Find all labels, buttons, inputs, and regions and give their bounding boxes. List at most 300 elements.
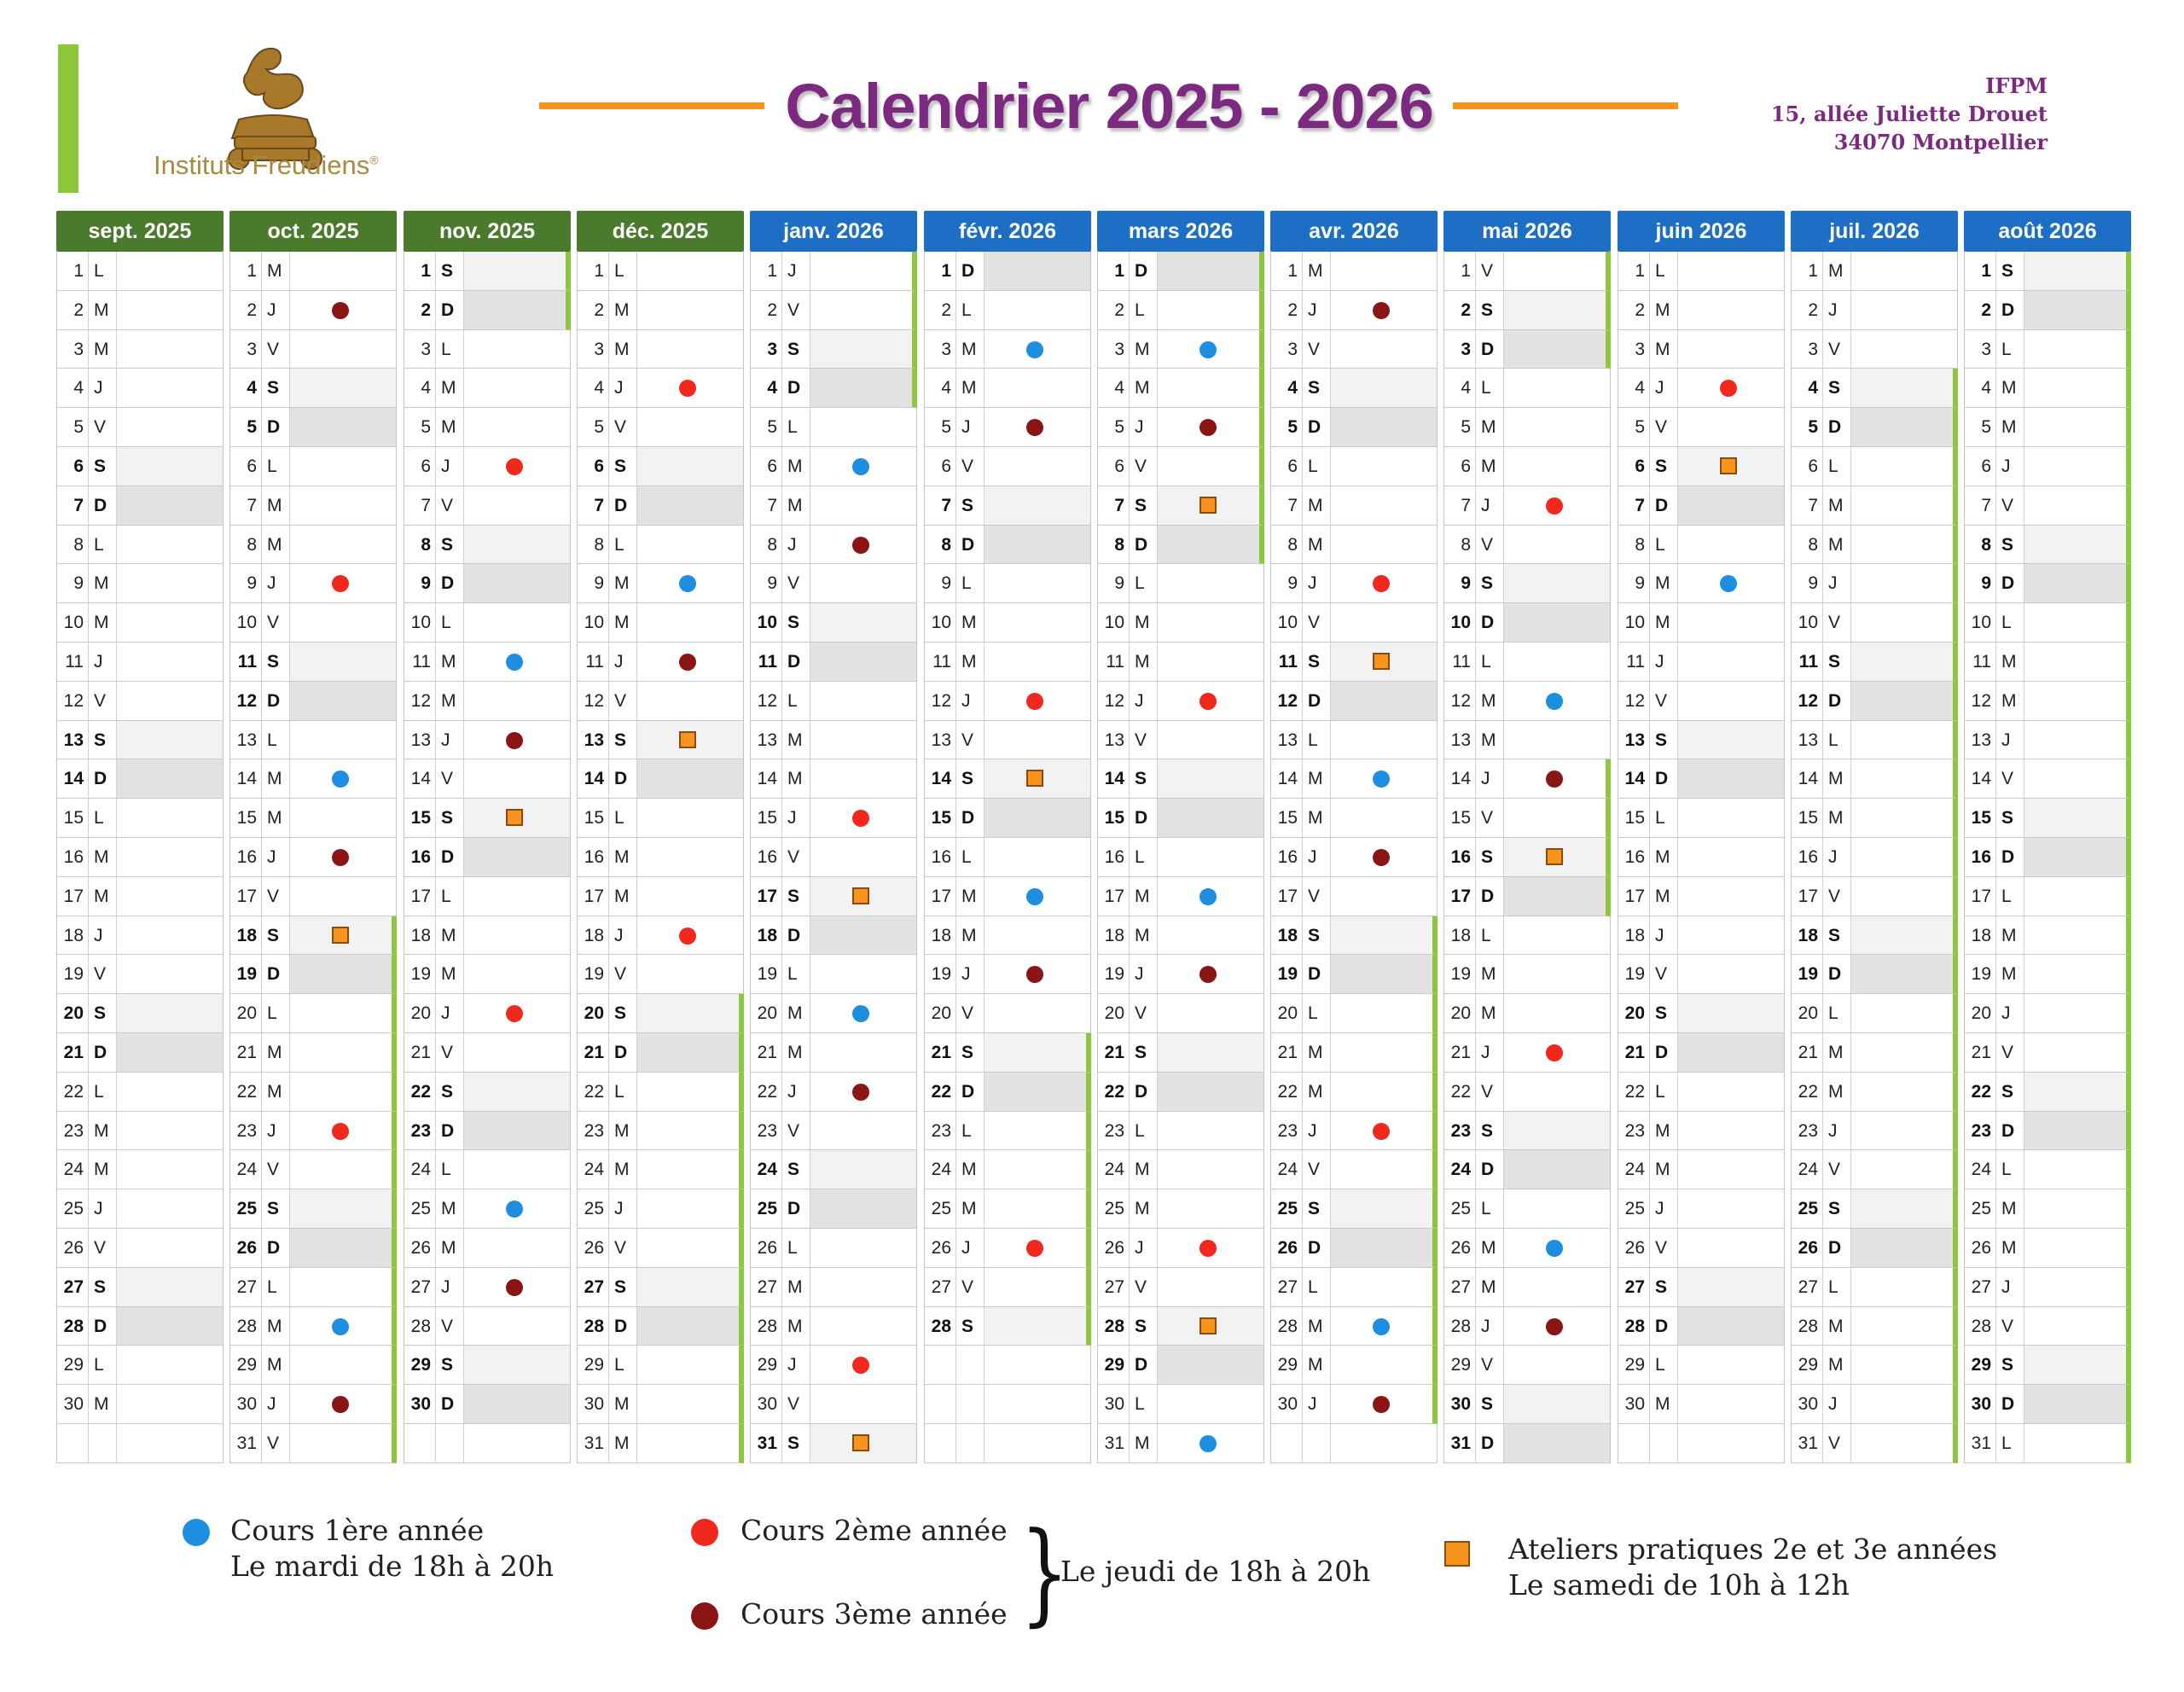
day-number: 29 — [63, 1355, 84, 1375]
day-row — [57, 526, 224, 565]
day-number: 13 — [1624, 730, 1645, 750]
month-header: mai 2026 — [1443, 211, 1611, 252]
legend-orange-square-icon — [1444, 1541, 1470, 1567]
day-letter: S — [1129, 1307, 1158, 1346]
day-letter: V — [781, 564, 810, 602]
day-letter: V — [1649, 408, 1678, 446]
day-letter: M — [435, 682, 464, 720]
day-row — [1271, 1189, 1438, 1229]
day-letter: L — [261, 721, 290, 759]
day-row — [1618, 564, 1785, 603]
day-row — [925, 799, 1091, 838]
day-row — [925, 526, 1091, 565]
day-letter: V — [1302, 330, 1331, 369]
day-row — [1965, 1346, 2131, 1385]
day-number: 25 — [584, 1199, 604, 1219]
day-number: 9 — [941, 573, 951, 594]
day-letter: M — [261, 1033, 290, 1072]
day-letter: M — [261, 1346, 290, 1384]
day-row — [1098, 1229, 1264, 1268]
day-letter: M — [956, 369, 985, 407]
day-letter: L — [1995, 1424, 2024, 1462]
day-letter: V — [1475, 799, 1504, 837]
day-letter: M — [781, 1033, 810, 1072]
day-row — [404, 877, 571, 916]
day-number: 30 — [584, 1394, 604, 1415]
day-letter: V — [1302, 877, 1331, 916]
day-row — [1098, 1150, 1264, 1189]
day-number: 19 — [63, 964, 84, 985]
day-row — [1271, 1307, 1438, 1346]
day-number: 26 — [63, 1237, 84, 1258]
day-letter: D — [435, 1112, 464, 1150]
day-letter: M — [1475, 1229, 1504, 1267]
day-row — [751, 526, 917, 565]
day-number: 11 — [1798, 651, 1818, 672]
month-days — [56, 252, 224, 1463]
day-row — [578, 721, 744, 760]
day-letter: M — [1649, 877, 1678, 916]
day-number: 27 — [931, 1276, 951, 1297]
day-number: 7 — [1981, 495, 1991, 515]
day-row — [1098, 526, 1264, 565]
day-row — [404, 721, 571, 760]
day-letter: S — [88, 994, 117, 1032]
red-course-dot-icon — [1546, 497, 1563, 515]
day-number: 4 — [73, 378, 84, 398]
day-row — [1618, 799, 1785, 838]
legend-first-year-label: Cours 1ère année — [230, 1514, 485, 1547]
legend-second-year: Cours 2ème année — [741, 1514, 1008, 1547]
day-letter: M — [1649, 1385, 1678, 1423]
day-row — [1098, 447, 1264, 486]
day-letter: S — [1649, 447, 1678, 486]
day-row — [1792, 916, 1958, 956]
day-letter: M — [1475, 408, 1504, 446]
day-letter: J — [1649, 1189, 1678, 1228]
day-letter: S — [1302, 642, 1331, 681]
day-row — [1965, 994, 2131, 1033]
day-letter: V — [1475, 1346, 1504, 1384]
day-row — [578, 486, 744, 526]
day-row — [1792, 291, 1958, 330]
day-number: 7 — [767, 495, 777, 515]
day-letter: S — [1649, 721, 1678, 759]
day-row — [404, 486, 571, 526]
day-number: 19 — [1277, 964, 1298, 985]
day-letter: J — [1822, 838, 1851, 876]
day-letter: M — [1649, 330, 1678, 369]
month-column — [404, 211, 571, 1463]
day-number: 29 — [1104, 1355, 1124, 1375]
day-letter: M — [1302, 526, 1331, 564]
day-number: 20 — [1450, 1003, 1471, 1024]
day-letter: J — [1302, 838, 1331, 876]
day-row — [57, 369, 224, 408]
day-row — [1618, 955, 1785, 994]
day-number: 24 — [1450, 1160, 1471, 1180]
day-row — [1098, 564, 1264, 603]
day-row — [1271, 1229, 1438, 1268]
dark-course-dot-icon — [1546, 1318, 1563, 1335]
day-number: 29 — [1798, 1355, 1818, 1375]
day-number: 5 — [73, 417, 84, 438]
day-number: 15 — [1624, 808, 1645, 829]
day-number: 11 — [1278, 651, 1298, 672]
day-letter: S — [435, 799, 464, 837]
day-row — [578, 252, 744, 291]
workshop-square-icon — [679, 731, 696, 748]
red-course-dot-icon — [1026, 693, 1043, 710]
day-letter: D — [435, 291, 464, 329]
day-row — [1965, 1268, 2131, 1307]
day-row — [578, 1385, 744, 1424]
day-row — [925, 252, 1091, 291]
day-number: 10 — [1104, 613, 1124, 633]
day-letter: M — [781, 447, 810, 486]
red-course-dot-icon — [1199, 693, 1217, 710]
day-row — [578, 1150, 744, 1189]
address-line-city: 34070 Montpellier — [1833, 130, 2048, 154]
day-row — [57, 1346, 224, 1385]
day-number: 1 — [1461, 261, 1471, 281]
day-number: 4 — [1461, 378, 1471, 398]
day-letter: S — [781, 1424, 810, 1462]
day-row — [1618, 1229, 1785, 1268]
day-letter: M — [956, 603, 985, 642]
day-row — [1271, 486, 1438, 526]
day-number: 23 — [63, 1120, 84, 1141]
day-letter: V — [956, 721, 985, 759]
blue-course-dot-icon — [852, 1005, 869, 1022]
day-letter: L — [261, 447, 290, 486]
day-row — [1792, 1346, 1958, 1385]
month-column — [229, 211, 397, 1463]
day-row — [1271, 955, 1438, 994]
red-course-dot-icon — [1720, 380, 1737, 397]
day-letter: S — [781, 877, 810, 916]
day-row — [1098, 1033, 1264, 1073]
day-row — [1618, 721, 1785, 760]
day-number: 14 — [236, 769, 257, 789]
day-row — [578, 1112, 744, 1151]
day-number: 20 — [410, 1003, 431, 1024]
day-number — [925, 1424, 955, 1462]
day-row — [230, 955, 397, 994]
day-row — [404, 252, 571, 291]
day-letter: S — [956, 486, 985, 525]
day-letter: L — [88, 1073, 117, 1111]
day-letter: L — [781, 955, 810, 993]
day-row — [751, 759, 917, 799]
red-course-dot-icon — [1373, 1123, 1390, 1140]
day-letter: M — [88, 603, 117, 642]
day-row — [1098, 330, 1264, 369]
day-letter: V — [1649, 682, 1678, 720]
day-letter: M — [435, 1189, 464, 1228]
day-number — [57, 1424, 87, 1462]
day-row — [751, 1268, 917, 1307]
day-row — [1792, 1112, 1958, 1151]
day-row — [751, 642, 917, 682]
day-number: 6 — [73, 456, 84, 476]
day-row — [578, 838, 744, 877]
day-row — [230, 721, 397, 760]
day-number: 18 — [931, 925, 951, 945]
day-number: 10 — [757, 613, 777, 633]
month-days — [229, 252, 397, 1463]
day-letter: J — [608, 916, 637, 955]
day-row — [578, 1268, 744, 1307]
day-letter: D — [1302, 1229, 1331, 1267]
red-course-dot-icon — [1373, 575, 1390, 592]
day-number: 19 — [1450, 964, 1471, 985]
day-letter: M — [608, 291, 637, 329]
day-letter: V — [1822, 1424, 1851, 1462]
day-number: 24 — [931, 1160, 951, 1180]
day-letter: M — [1649, 1112, 1678, 1150]
day-row — [230, 916, 397, 956]
day-number: 22 — [1450, 1081, 1471, 1102]
month-header: juil. 2026 — [1791, 211, 1958, 252]
day-row — [925, 1112, 1091, 1151]
day-row — [1792, 682, 1958, 721]
day-number: 14 — [1450, 769, 1471, 789]
day-number: 16 — [1277, 846, 1298, 867]
day-letter: M — [1475, 682, 1504, 720]
day-row — [230, 642, 397, 682]
day-number: 4 — [247, 378, 257, 398]
day-number: 26 — [410, 1237, 431, 1258]
day-row — [925, 447, 1091, 486]
day-letter: M — [1475, 994, 1504, 1032]
day-number: 25 — [63, 1199, 84, 1219]
month-header: mars 2026 — [1097, 211, 1264, 252]
red-course-dot-icon — [1546, 1044, 1563, 1061]
day-row — [578, 642, 744, 682]
day-row — [1098, 1424, 1264, 1463]
day-letter: J — [435, 994, 464, 1032]
day-letter: L — [435, 1150, 464, 1189]
day-row — [1271, 759, 1438, 799]
day-row — [1618, 1150, 1785, 1189]
day-number: 9 — [421, 573, 431, 594]
day-letter: M — [1822, 252, 1851, 290]
day-letter: M — [88, 330, 117, 369]
day-number: 1 — [767, 261, 777, 281]
day-row — [404, 564, 571, 603]
day-row — [57, 994, 224, 1033]
day-letter: J — [1995, 994, 2024, 1032]
dark-course-dot-icon — [1199, 966, 1217, 983]
day-row — [404, 1229, 571, 1268]
day-row — [578, 526, 744, 565]
blue-course-dot-icon — [1026, 888, 1043, 905]
blue-course-dot-icon — [1546, 693, 1563, 710]
day-number: 21 — [1450, 1042, 1471, 1062]
day-number: 18 — [584, 925, 604, 945]
day-row — [925, 369, 1091, 408]
day-number: 25 — [1277, 1199, 1298, 1219]
day-row — [1792, 1424, 1958, 1463]
day-number: 3 — [421, 339, 431, 359]
legend-darkred-dot-icon — [691, 1602, 718, 1630]
day-letter: M — [1649, 838, 1678, 876]
day-letter: M — [1302, 799, 1331, 837]
day-row — [1271, 838, 1438, 877]
day-row — [404, 1307, 571, 1346]
day-row — [1444, 759, 1611, 799]
day-number: 28 — [1971, 1316, 1991, 1336]
day-number: 27 — [63, 1276, 84, 1297]
day-number: 9 — [1808, 573, 1818, 594]
day-number: 12 — [757, 690, 777, 711]
day-number: 10 — [1624, 613, 1645, 633]
day-number: 4 — [1114, 378, 1124, 398]
day-letter: V — [781, 291, 810, 329]
day-row — [1965, 1112, 2131, 1151]
day-number: 1 — [941, 261, 951, 281]
day-row — [751, 369, 917, 408]
day-letter: M — [435, 369, 464, 407]
day-letter: V — [1822, 1150, 1851, 1189]
day-number: 19 — [931, 964, 951, 985]
day-row — [1444, 1307, 1611, 1346]
day-row — [751, 1033, 917, 1073]
day-number: 14 — [1624, 769, 1645, 789]
day-number: 29 — [236, 1355, 257, 1375]
day-row — [1271, 330, 1438, 369]
month-days — [404, 252, 571, 1463]
day-number: 31 — [1798, 1433, 1818, 1453]
day-row — [1792, 642, 1958, 682]
day-row — [1618, 291, 1785, 330]
day-letter: J — [1129, 682, 1158, 720]
day-number: 4 — [941, 378, 951, 398]
dark-course-dot-icon — [1373, 302, 1390, 319]
day-number: 15 — [63, 808, 84, 829]
day-row — [1444, 642, 1611, 682]
day-number: 11 — [1972, 651, 1991, 672]
day-letter: M — [1475, 955, 1504, 993]
day-letter: M — [608, 1424, 637, 1462]
day-letter: S — [781, 330, 810, 369]
day-letter: M — [88, 1112, 117, 1150]
day-row — [751, 799, 917, 838]
day-number: 28 — [757, 1316, 777, 1336]
day-row — [925, 1150, 1091, 1189]
day-letter: M — [781, 486, 810, 525]
day-letter: M — [608, 330, 637, 369]
day-row — [578, 1307, 744, 1346]
month-column — [1964, 211, 2131, 1463]
day-number: 7 — [1635, 495, 1645, 515]
day-row — [1965, 1033, 2131, 1073]
day-row — [1618, 1424, 1785, 1463]
day-letter: S — [1129, 759, 1158, 798]
day-letter: D — [1822, 955, 1851, 993]
day-row — [1098, 877, 1264, 916]
day-letter: M — [261, 759, 290, 798]
day-row — [230, 447, 397, 486]
day-row — [230, 526, 397, 565]
day-row — [1444, 1073, 1611, 1112]
day-number: 9 — [1461, 573, 1471, 594]
day-letter: M — [781, 1307, 810, 1346]
day-row — [751, 721, 917, 760]
day-number: 24 — [63, 1160, 84, 1180]
dark-course-dot-icon — [332, 849, 349, 866]
day-number: 26 — [584, 1237, 604, 1258]
day-row — [1792, 408, 1958, 447]
blue-course-dot-icon — [1546, 1240, 1563, 1257]
day-number: 25 — [1450, 1199, 1471, 1219]
day-letter: J — [1995, 1268, 2024, 1306]
day-number: 22 — [1104, 1081, 1124, 1102]
day-row — [57, 1229, 224, 1268]
day-number: 10 — [236, 613, 257, 633]
day-letter: S — [435, 1073, 464, 1111]
day-number: 31 — [1104, 1433, 1124, 1453]
day-letter: S — [1302, 916, 1331, 955]
day-letter: M — [435, 955, 464, 993]
day-letter: D — [608, 1307, 637, 1346]
day-row — [1618, 526, 1785, 565]
day-row — [1098, 916, 1264, 956]
day-letter: M — [88, 838, 117, 876]
day-row — [925, 838, 1091, 877]
day-letter: L — [956, 1112, 985, 1150]
day-number: 2 — [767, 299, 777, 320]
day-row — [925, 1268, 1091, 1307]
day-letter: D — [956, 526, 985, 564]
day-number: 24 — [236, 1160, 257, 1180]
day-letter: J — [1302, 1112, 1331, 1150]
day-row — [230, 408, 397, 447]
day-row — [1098, 1385, 1264, 1424]
day-row — [1792, 759, 1958, 799]
day-number: 17 — [1104, 886, 1124, 906]
day-row — [1271, 252, 1438, 291]
day-letter: M — [1995, 408, 2024, 446]
day-row — [1444, 447, 1611, 486]
day-number: 17 — [1277, 886, 1298, 906]
day-number: 27 — [1971, 1276, 1991, 1297]
day-row — [751, 682, 917, 721]
day-letter: S — [608, 1268, 637, 1306]
day-row — [578, 564, 744, 603]
day-number: 9 — [767, 573, 777, 594]
day-number: 11 — [1626, 651, 1645, 672]
day-letter: S — [261, 1189, 290, 1228]
day-row — [57, 759, 224, 799]
day-number: 10 — [1798, 613, 1818, 633]
day-row — [57, 1033, 224, 1073]
address-line-org: IFPM — [1985, 73, 2048, 98]
day-letter: J — [1822, 1385, 1851, 1423]
day-number: 13 — [1450, 730, 1471, 750]
day-number: 24 — [1277, 1160, 1298, 1180]
day-row — [925, 330, 1091, 369]
day-number: 14 — [1277, 769, 1298, 789]
day-number: 18 — [1277, 925, 1298, 945]
month-days — [1791, 252, 1958, 1463]
day-number: 17 — [1971, 886, 1991, 906]
day-letter: J — [1822, 291, 1851, 329]
day-number: 14 — [757, 769, 777, 789]
day-row — [751, 603, 917, 642]
day-number: 7 — [1461, 495, 1471, 515]
